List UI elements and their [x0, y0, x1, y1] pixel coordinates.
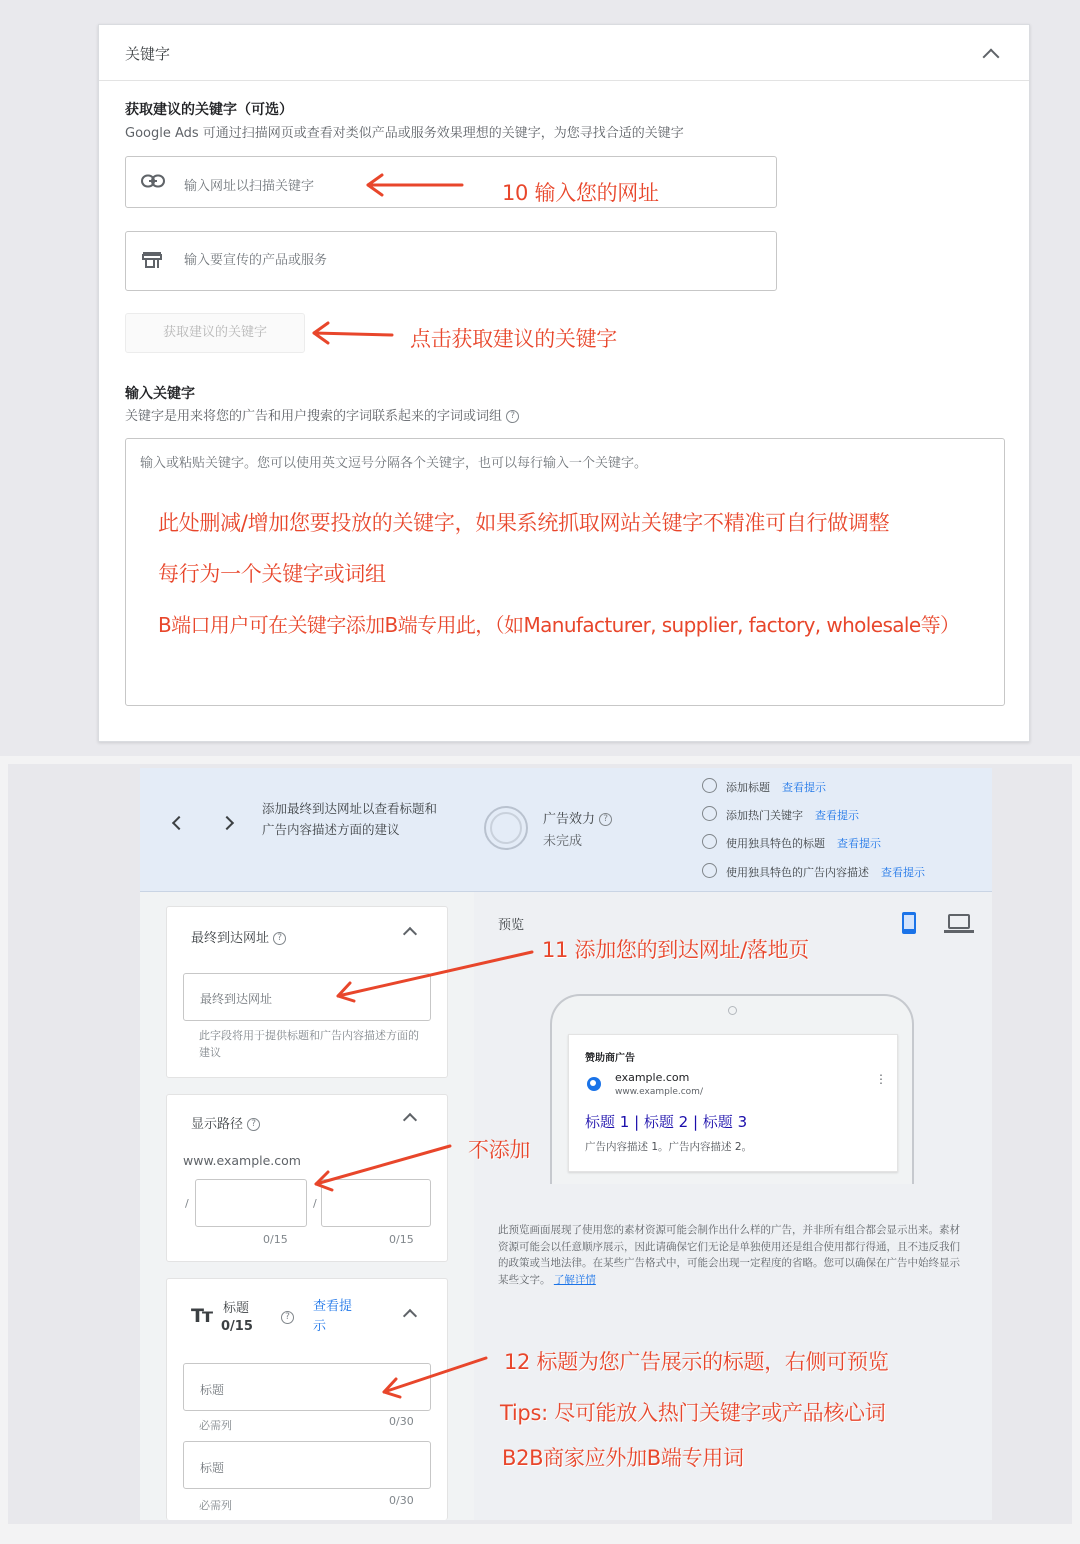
help-icon[interactable]: ? — [281, 1311, 294, 1324]
headlines-title: 标题 — [223, 1301, 250, 1316]
learn-more-link[interactable]: 了解详情 — [553, 1273, 596, 1286]
url-scan-placeholder: 输入网址以扫描关键字 — [184, 179, 315, 194]
phone-camera — [728, 1006, 737, 1015]
annotation-note3: B端口用户可在关键字添加B端专用此，（如Manufacturer, supplier, factory, wholesale等） — [158, 613, 960, 637]
chevron-up-icon[interactable] — [403, 927, 417, 941]
annotation-step12: 12 标题为您广告展示的标题，右侧可预览 — [504, 1350, 889, 1374]
annotation-note2: 每行为一个关键字或词组 — [158, 562, 386, 586]
help-icon[interactable]: ? — [273, 932, 286, 945]
ad-preview-card — [568, 1034, 898, 1172]
headline2-placeholder: 标题 — [200, 1461, 225, 1475]
more-vert-icon[interactable]: ⋮ — [875, 1072, 887, 1086]
preview-disclaimer-text: 此预览画面展现了使用您的素材资源可能会制作出什么样的广告，并非所有组合都会显示出来。素材资源可能会以任意顺序展示，因此请确保它们无论是单独使用还是组合使用都行得通，且不违反我们的政策或当地法律。在某些广告格式中，可能会出现一定程度的省略。您可以确保在广告中始终显示某些文字。 — [498, 1224, 960, 1286]
ad-strength-label-row — [543, 808, 612, 827]
display-path2-input[interactable] — [321, 1179, 431, 1227]
checklist-item-label: 使用独具特色的标题 — [726, 837, 825, 850]
preview-title: 预览 — [498, 918, 525, 933]
final-url-card — [166, 906, 448, 1078]
desktop-preview-icon-base — [944, 930, 974, 933]
final-url-input[interactable] — [183, 973, 431, 1021]
headlines-count: 0/15 — [221, 1319, 253, 1334]
path-separator: / — [185, 1197, 189, 1210]
path-separator: / — [313, 1197, 317, 1210]
text-format-icon: Tт — [191, 1305, 211, 1327]
checklist-item-label: 使用独具特色的广告内容描述 — [726, 866, 869, 879]
checklist-view-tips-link[interactable]: 查看提示 — [837, 837, 881, 850]
help-icon[interactable]: ? — [506, 410, 519, 423]
view-tips-link[interactable]: 查看提示 — [313, 1299, 353, 1334]
ad-strength-value: 未完成 — [543, 834, 583, 849]
annotation-note1: 此处删减/增加您要投放的关键字，如果系统抓取网站关键字不精准可自行做调整 — [158, 511, 890, 535]
radio-circle-icon[interactable] — [702, 778, 717, 793]
checklist-item-label: 添加热门关键字 — [726, 809, 803, 822]
final-url-title-row — [191, 927, 286, 946]
checklist-view-tips-link[interactable]: 查看提示 — [881, 866, 925, 879]
display-path1-input[interactable] — [195, 1179, 307, 1227]
annotation-step11: 11 添加您的到达网址/落地页 — [542, 938, 809, 962]
headline1-placeholder: 标题 — [200, 1383, 225, 1397]
enter-keywords-title: 输入关键字 — [125, 386, 195, 402]
preview-headline[interactable]: 标题 1 | 标题 2 | 标题 3 — [585, 1113, 748, 1131]
desktop-preview-icon[interactable] — [948, 914, 970, 929]
get-suggestions-button[interactable]: 获取建议的关键字 — [125, 313, 305, 353]
mobile-preview-icon[interactable] — [902, 912, 916, 934]
headlines-card — [166, 1278, 448, 1520]
chevron-up-icon[interactable] — [403, 1113, 417, 1127]
link-icon — [141, 174, 165, 188]
radio-circle-icon[interactable] — [702, 806, 717, 821]
preview-site-url: www.example.com/ — [615, 1087, 703, 1097]
ad-strength-banner — [140, 768, 992, 892]
suggest-keywords-title: 获取建议的关键字（可选） — [125, 102, 293, 118]
display-path-title: 显示路径 — [191, 1117, 244, 1132]
preview-description: 广告内容描述 1。广告内容描述 2。 — [585, 1141, 753, 1153]
annotation-step10: 10 输入您的网址 — [502, 181, 659, 205]
chevron-up-icon[interactable] — [403, 1309, 417, 1323]
headline2-required: 必需列 — [199, 1499, 232, 1512]
preview-site: example.com — [615, 1071, 690, 1084]
annotation-no-add: 不添加 — [468, 1138, 531, 1162]
checklist-view-tips-link[interactable]: 查看提示 — [782, 781, 826, 794]
banner-hint-text: 添加最终到达网址以查看标题和广告内容描述方面的建议 — [262, 801, 438, 837]
product-service-input[interactable] — [125, 231, 777, 291]
enter-keywords-desc — [125, 405, 519, 424]
phone-frame — [550, 994, 914, 1184]
chevron-right-icon[interactable] — [220, 816, 234, 830]
sponsored-label: 赞助商广告 — [585, 1053, 635, 1064]
url-scan-input[interactable] — [125, 156, 777, 208]
headline1-input[interactable] — [183, 1363, 431, 1411]
headline2-counter: 0/30 — [389, 1494, 414, 1507]
checklist-view-tips-link[interactable]: 查看提示 — [815, 809, 859, 822]
annotation-click-suggest: 点击获取建议的关键字 — [410, 327, 617, 351]
annotation-tips: Tips: 尽可能放入热门关键字或产品核心词 — [500, 1401, 886, 1425]
path2-counter: 0/15 — [389, 1233, 414, 1246]
headline1-required: 必需列 — [199, 1419, 232, 1432]
keywords-section-title: 关键字 — [125, 45, 171, 63]
final-url-help: 此字段将用于提供标题和广告内容描述方面的建议 — [199, 1029, 419, 1059]
radio-circle-icon[interactable] — [702, 834, 717, 849]
chevron-up-icon[interactable] — [983, 49, 1000, 66]
final-url-title: 最终到达网址 — [191, 931, 270, 946]
ad-strength-label: 广告效力 — [543, 812, 596, 827]
help-icon[interactable]: ? — [599, 813, 612, 826]
chevron-left-icon[interactable] — [172, 816, 186, 830]
radio-circle-icon[interactable] — [702, 863, 717, 878]
product-service-placeholder: 输入要宣传的产品或服务 — [184, 253, 328, 268]
path1-counter: 0/15 — [263, 1233, 288, 1246]
display-path-title-row — [191, 1113, 260, 1132]
preview-disclaimer — [498, 1222, 966, 1288]
keywords-textarea-placeholder: 输入或粘贴关键字。您可以使用英文逗号分隔各个关键字，也可以每行输入一个关键字。 — [140, 456, 648, 471]
display-path-card — [166, 1094, 448, 1262]
ad-strength-ring-icon — [484, 806, 528, 850]
keywords-card-header[interactable] — [99, 25, 1029, 81]
enter-keywords-desc-text: 关键字是用来将您的广告和用户搜索的字词联系起来的字词或词组 — [125, 409, 503, 424]
final-url-placeholder: 最终到达网址 — [200, 992, 273, 1006]
store-icon — [142, 250, 162, 270]
annotation-b2b: B2B商家应外加B端专用词 — [502, 1446, 744, 1470]
headline2-input[interactable] — [183, 1441, 431, 1489]
display-path-domain: www.example.com — [183, 1153, 301, 1168]
help-icon[interactable]: ? — [247, 1118, 260, 1131]
checklist-item-label: 添加标题 — [726, 781, 770, 794]
globe-icon — [587, 1077, 601, 1091]
suggest-keywords-desc: Google Ads 可通过扫描网页或查看对类似产品或服务效果理想的关键字，为您寻找合适的关键字 — [125, 126, 684, 141]
headline1-counter: 0/30 — [389, 1415, 414, 1428]
